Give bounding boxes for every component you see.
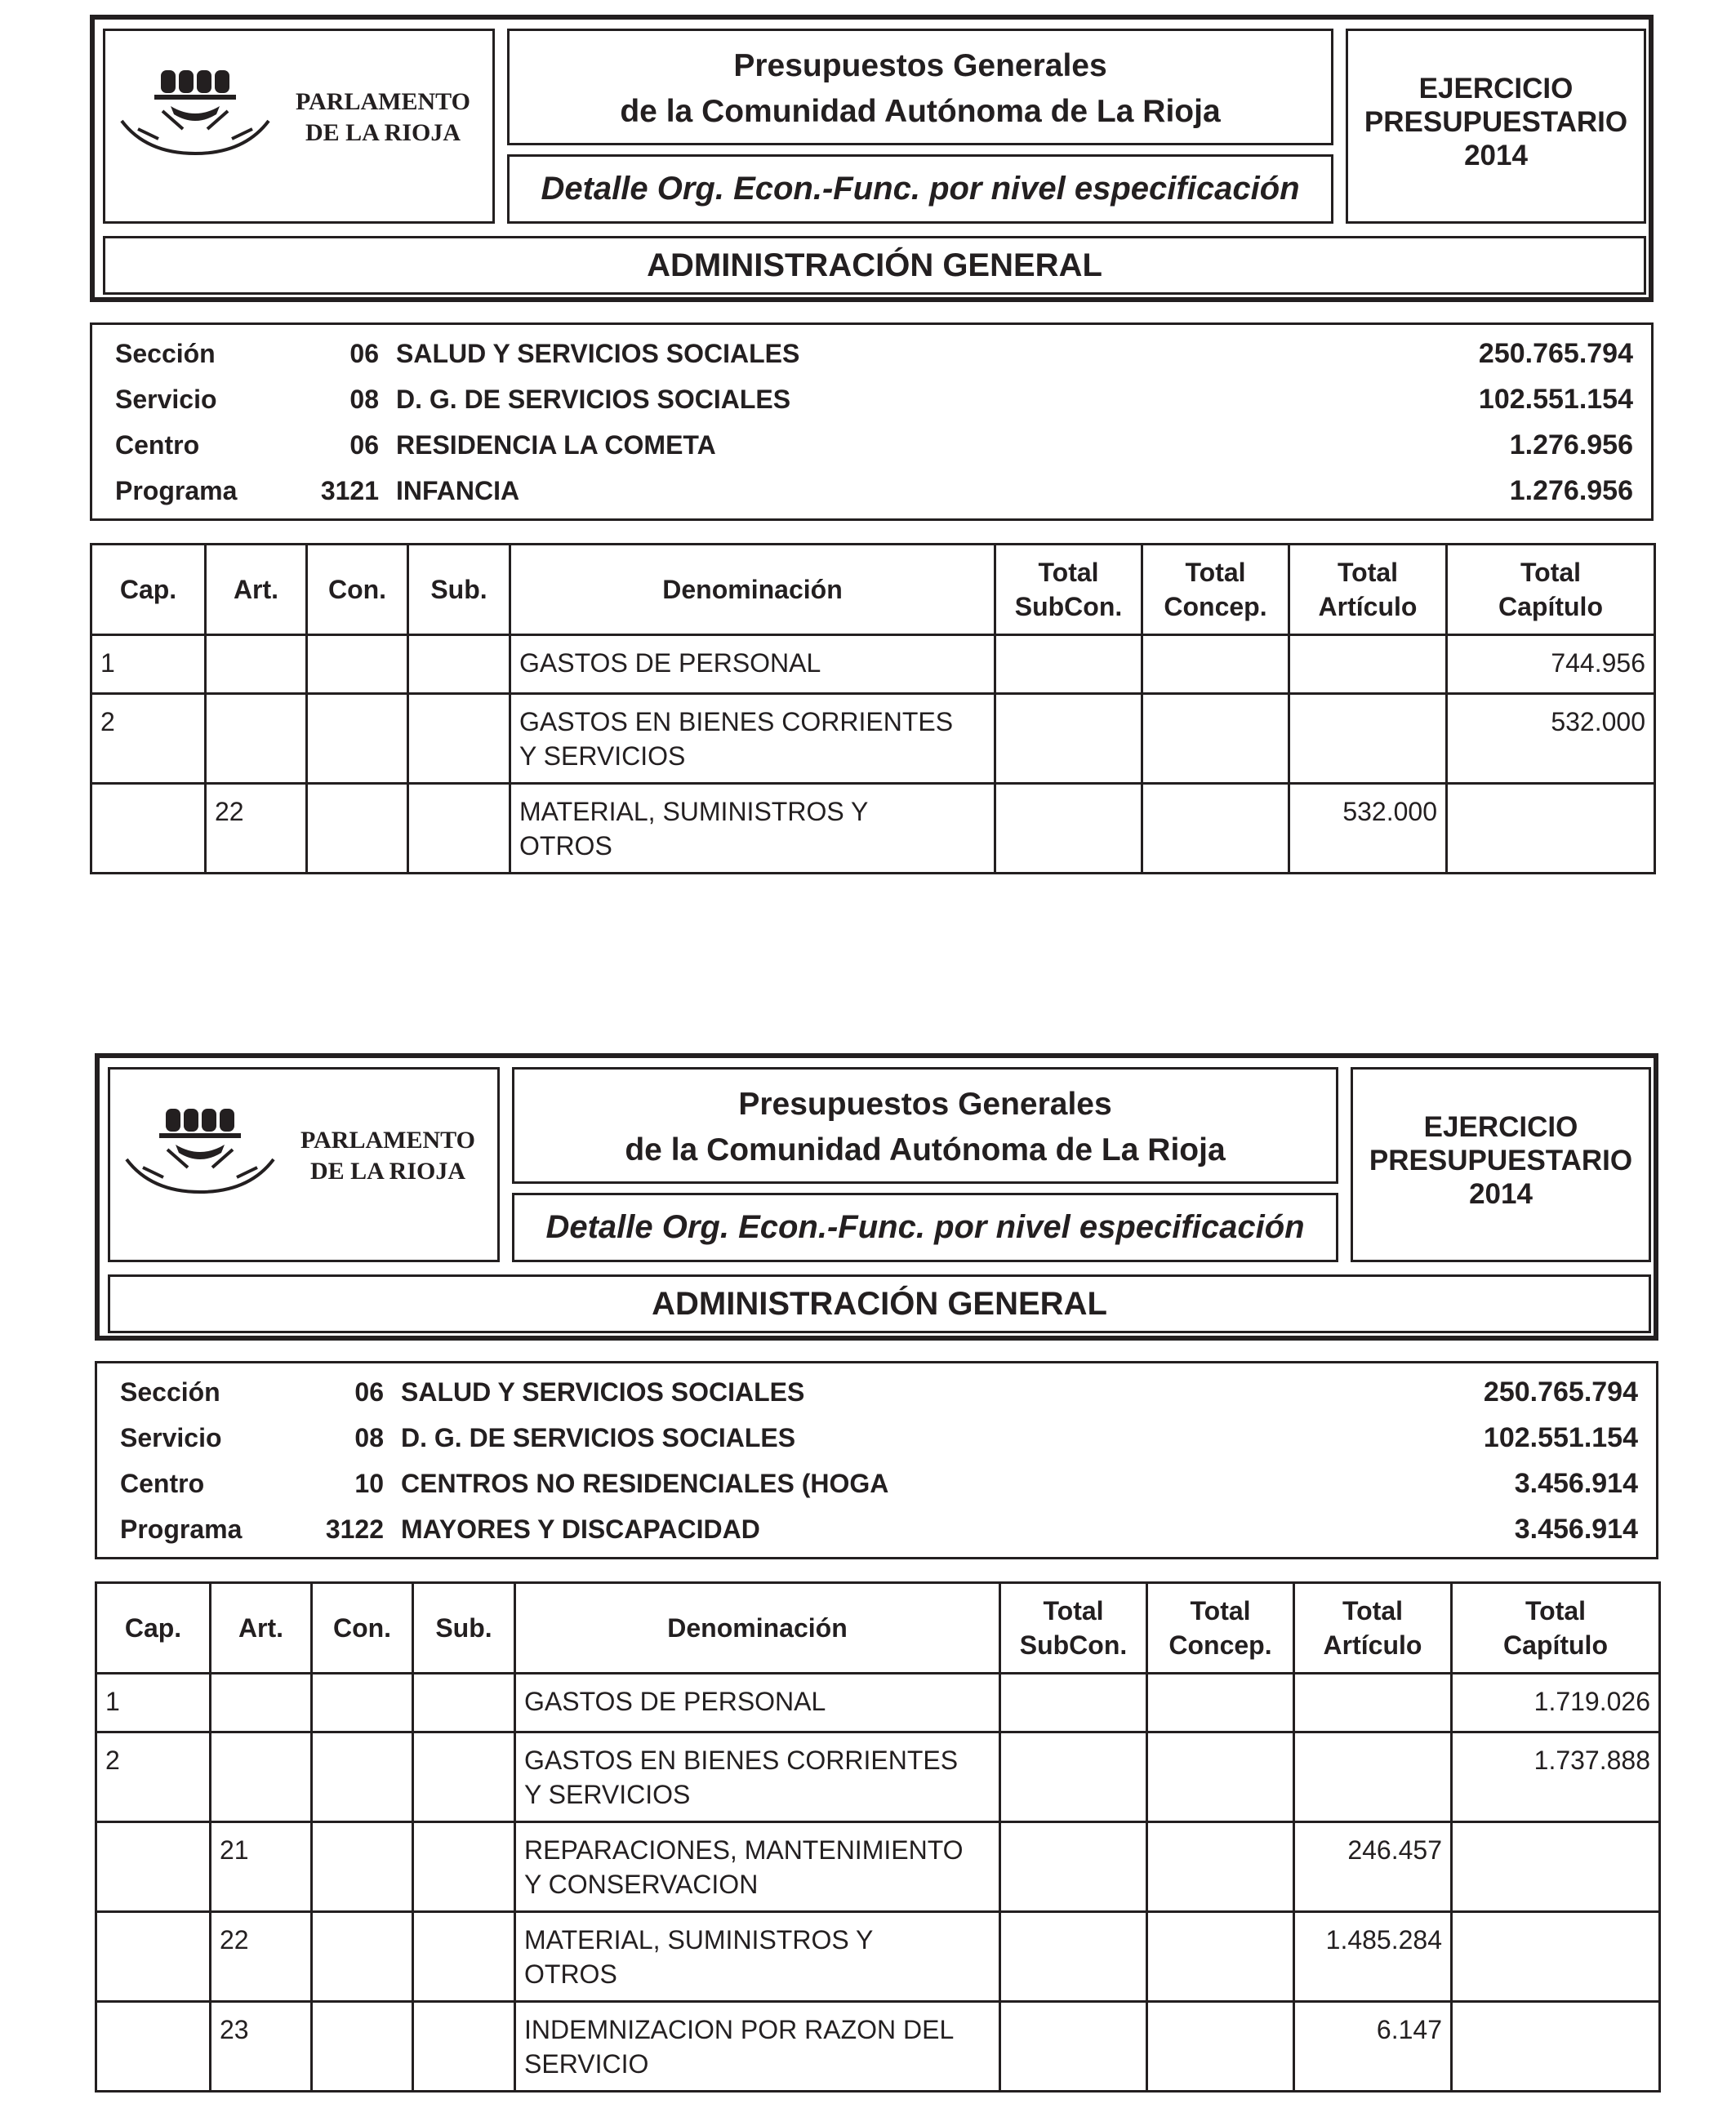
info-label: Sección [120,1377,220,1407]
col-sub: Sub. [408,545,510,635]
col-total-capitulo: Total Capítulo [1452,1583,1660,1674]
document-title-line1: Presupuestos Generales [733,48,1107,83]
col-con: Con. [312,1583,413,1674]
info-name: CENTROS NO RESIDENCIALES (HOGA [401,1469,889,1498]
ejercicio-year: 2014 [1464,140,1528,171]
col-total-subcon: Total SubCon. [1000,1583,1147,1674]
col-total-articulo: Total Artículo [1289,545,1447,635]
info-name: INFANCIA [396,476,520,505]
info-label: Centro [115,430,200,460]
table-row: 22 MATERIAL, SUMINISTROS Y OTROS 1.485.284 [96,1912,1660,2002]
info-amount: 102.551.154 [1478,384,1633,415]
document-title-line2: de la Comunidad Autónoma de La Rioja [625,1132,1226,1167]
admin-box [103,236,1646,295]
info-row-seccion [92,331,1651,376]
table-row: 2 GASTOS EN BIENES CORRIENTES Y SERVICIOS 532.000 [91,694,1655,784]
col-cap: Cap. [96,1583,211,1674]
ejercicio-box [1346,29,1646,224]
info-code: 08 [349,385,379,414]
ejercicio-year: 2014 [1469,1178,1533,1210]
logo-text-line2: DE LA RIOJA [309,1158,466,1185]
document-header [95,1053,1658,1341]
col-total-subcon: Total SubCon. [995,545,1142,635]
detail-table [90,543,1656,874]
table-row: 23 INDEMNIZACION POR RAZON DEL SERVICIO 6.147 [96,2002,1660,2092]
table-header-row [96,1583,1660,1674]
info-row-servicio [92,376,1651,422]
info-row-programa [97,1506,1656,1552]
col-denominacion: Denominación [510,545,995,635]
title-box [512,1067,1338,1184]
info-amount: 250.765.794 [1483,1376,1638,1408]
col-art: Art. [206,545,307,635]
info-row-servicio [97,1415,1656,1461]
budget-block-1 [90,15,1654,874]
col-total-articulo: Total Artículo [1294,1583,1452,1674]
logo-box [103,29,495,224]
info-code: 06 [354,1377,384,1407]
info-label: Programa [115,476,238,505]
logo-text-line1: PARLAMENTO [296,88,470,115]
col-total-concep: Total Concep. [1142,545,1289,635]
info-amount: 3.456.914 [1514,1468,1638,1499]
info-box [95,1361,1658,1559]
document-subtitle: Detalle Org. Econ.-Func. por nivel especificación [545,1209,1305,1245]
info-row-programa [92,468,1651,514]
info-name: SALUD Y SERVICIOS SOCIALES [401,1377,805,1407]
info-amount: 3.456.914 [1514,1514,1638,1545]
info-label: Centro [120,1469,205,1498]
logo-text-line1: PARLAMENTO [300,1127,475,1154]
info-row-seccion [97,1369,1656,1415]
info-row-centro [97,1461,1656,1506]
info-code: 10 [354,1469,384,1498]
info-code: 06 [349,339,379,368]
info-label: Servicio [120,1423,222,1452]
info-label: Sección [115,339,216,368]
logo-box [108,1067,500,1262]
col-denominacion: Denominación [515,1583,1000,1674]
document-subtitle: Detalle Org. Econ.-Func. por nivel especificación [541,171,1300,207]
col-sub: Sub. [413,1583,515,1674]
info-label: Servicio [115,385,217,414]
title-box [507,29,1333,145]
document-title-line2: de la Comunidad Autónoma de La Rioja [620,94,1221,129]
parlamento-emblem-icon [118,1102,282,1216]
info-amount: 250.765.794 [1478,338,1633,369]
table-row: 2 GASTOS EN BIENES CORRIENTES Y SERVICIOS 1.737.888 [96,1732,1660,1822]
subtitle-box [507,154,1333,224]
ejercicio-line1: EJERCICIO [1418,73,1574,105]
info-name: MAYORES Y DISCAPACIDAD [401,1514,760,1544]
admin-title: ADMINISTRACIÓN GENERAL [647,247,1102,283]
ejercicio-line2: PRESUPUESTARIO [1364,106,1628,138]
subtitle-box [512,1193,1338,1262]
table-row: 1 GASTOS DE PERSONAL 1.719.026 [96,1674,1660,1732]
ejercicio-line1: EJERCICIO [1423,1111,1578,1143]
col-cap: Cap. [91,545,206,635]
admin-box [108,1274,1651,1333]
document-header [90,15,1654,302]
info-box [90,322,1654,521]
info-code: 06 [349,430,379,460]
col-art: Art. [211,1583,312,1674]
info-label: Programa [120,1514,243,1544]
info-row-centro [92,422,1651,468]
detail-table [95,1581,1661,2093]
col-total-concep: Total Concep. [1147,1583,1294,1674]
col-total-capitulo: Total Capítulo [1447,545,1655,635]
document-title-line1: Presupuestos Generales [738,1087,1112,1122]
info-amount: 102.551.154 [1483,1422,1638,1453]
table-row: 22 MATERIAL, SUMINISTROS Y OTROS 532.000 [91,784,1655,874]
col-con: Con. [307,545,408,635]
ejercicio-line2: PRESUPUESTARIO [1369,1145,1633,1176]
info-amount: 1.276.956 [1509,429,1633,460]
info-code: 3122 [325,1514,384,1544]
table-row: 1 GASTOS DE PERSONAL 744.956 [91,635,1655,694]
info-code: 3121 [320,476,379,505]
table-header-row [91,545,1655,635]
info-name: SALUD Y SERVICIOS SOCIALES [396,339,800,368]
info-name: RESIDENCIA LA COMETA [396,430,716,460]
parlamento-emblem-icon [114,64,277,178]
budget-block-2 [95,1053,1658,2093]
info-amount: 1.276.956 [1509,475,1633,506]
admin-title: ADMINISTRACIÓN GENERAL [652,1286,1107,1322]
info-name: D. G. DE SERVICIOS SOCIALES [401,1423,796,1452]
ejercicio-box [1351,1067,1651,1262]
info-name: D. G. DE SERVICIOS SOCIALES [396,385,791,414]
info-code: 08 [354,1423,384,1452]
table-row: 21 REPARACIONES, MANTENIMIENTO Y CONSERVACION 246.457 [96,1822,1660,1912]
logo-text-line2: DE LA RIOJA [305,119,461,146]
